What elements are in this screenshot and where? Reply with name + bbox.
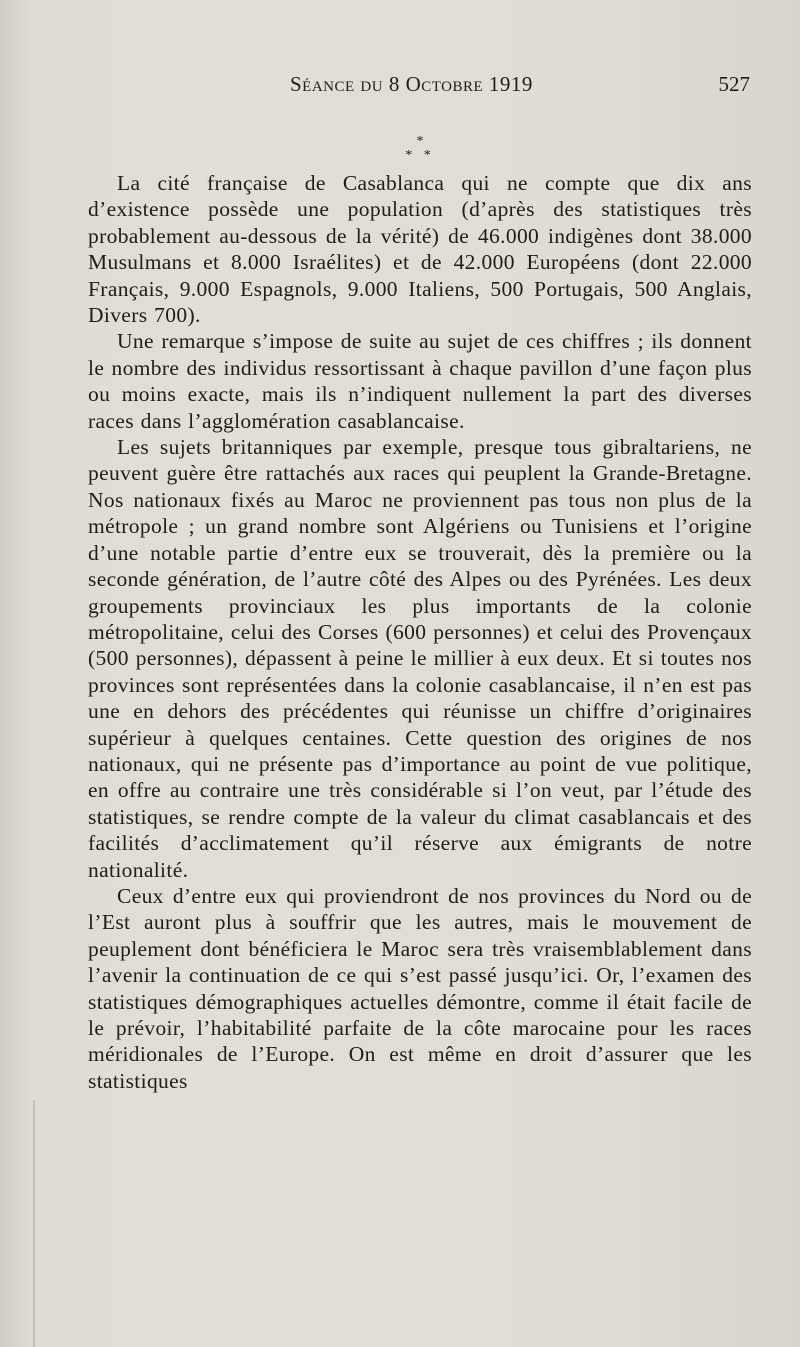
asterism-top-star: * (416, 134, 424, 149)
asterism-bottom-stars: * * (405, 148, 435, 163)
paragraph-acclimatization: Ceux d’entre eux qui proviendront de nos provinces du Nord ou de l’Est auront plus à souffrir que les autres, mais le mouvement de peuplement dont bénéficiera le Maroc sera très vraisemblablement dans l’avenir la continuation de ce qui s’est passé jusqu’ici. Or, l’examen des statistiques démographiques actuelles démontre, comme il était facile de le prévoir, l’habitabilité parfaite de la côte marocaine pour les races méridionales de l’Europe. On est même en droit d’assurer que les statistiques (88, 883, 752, 1093)
gutter-shadow (33, 1100, 35, 1347)
page-number: 527 (718, 72, 750, 96)
running-title: Séance du 8 Octobre 1919 (290, 72, 533, 96)
paragraph-remark: Une remarque s’impose de suite au sujet de ces chiffres ; ils donnent le nombre des individus ressortissant à chaque pavillon d’une façon plus ou moins exacte, mais ils n’indiquent nullement la part des diverses races dans l’agglomération casablancaise. (88, 329, 752, 433)
page-header (290, 72, 750, 102)
section-asterism (400, 135, 440, 167)
body-text (88, 170, 752, 1094)
paragraph-population: La cité française de Casablanca qui ne compte que dix ans d’existence possède une population (d’après des statistiques très probablement au-dessous de la vérité) de 46.000 indigènes dont 38.000 Musulmans et 8.000 Israélites) et de 42.000 Européens (dont 22.000 Français, 9.000 Espagnols, 9.000 Italiens, 500 Portugais, 500 Anglais, Divers 700). (88, 171, 752, 328)
paragraph-origins: Les sujets britanniques par exemple, presque tous gibraltariens, ne peuvent guère être rattachés aux races qui peuplent la Grande-Bretagne. Nos nationaux fixés au Maroc ne proviennent pas tous non plus de la métropole ; un grand nombre sont Algériens ou Tunisiens et l’origine d’une notable partie d’entre eux se trouverait, dès la première ou la seconde génération, de l’autre côté des Alpes ou des Pyrénées. Les deux groupements provinciaux les plus importants de la colonie métropolitaine, celui des Corses (600 personnes) et celui des Provençaux (500 personnes), dépassent à peine le millier à eux deux. Et si toutes nos provinces sont représentées dans la colonie casablancaise, il n’en est pas une en dehors des précédentes qui réunisse un chiffre d’originaires supérieur à quelques centaines. Cette question des origines de nos nationaux, qui ne présente pas d’importance au point de vue politique, en offre au contraire une très considérable si l’on veut, par l’étude des statistiques, se rendre compte de la valeur du climat casablancais et des facilités d’acclimatement qu’il réserve aux émigrants de notre nationalité. (88, 435, 752, 882)
